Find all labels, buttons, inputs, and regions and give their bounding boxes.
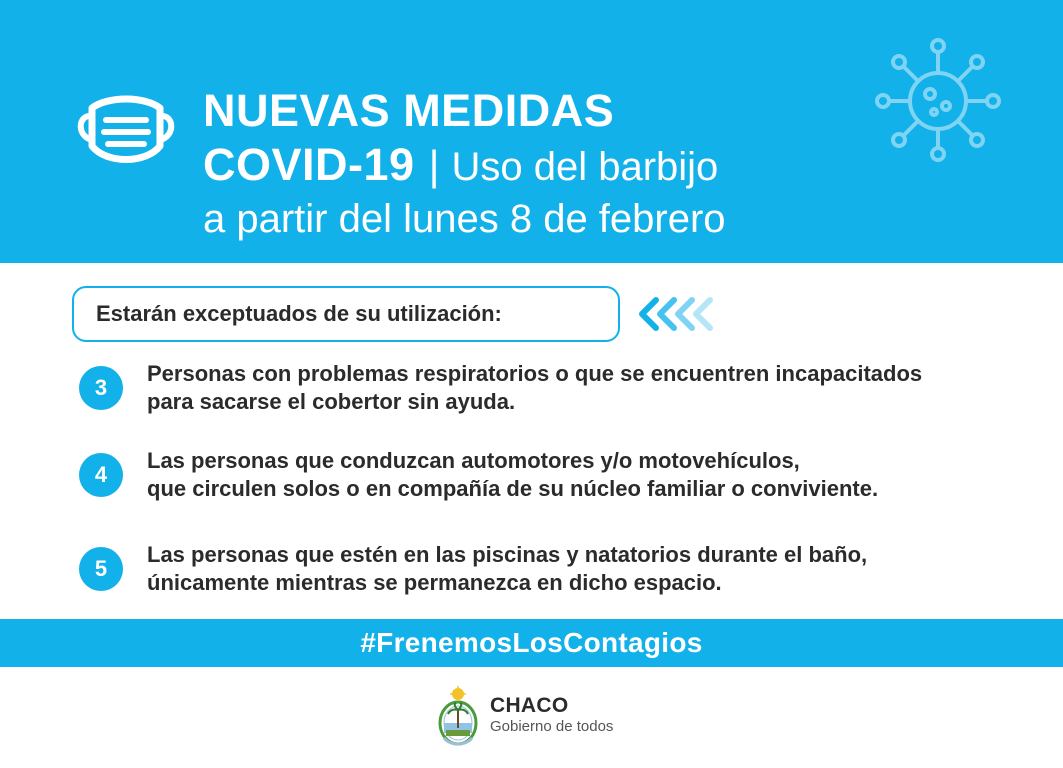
title-line-1: NUEVAS MEDIDAS bbox=[203, 85, 615, 136]
chaco-logo bbox=[436, 686, 686, 750]
logo-name: CHACO bbox=[490, 694, 569, 717]
item-text-line: Las personas que estén en las piscinas y natatorios durante el baño, bbox=[147, 542, 868, 567]
virus-icon bbox=[868, 34, 1008, 168]
item-text bbox=[147, 360, 922, 416]
exceptions-label: Estarán exceptuados de su utilización: bbox=[96, 301, 502, 326]
item-text-line: que circulen solos o en compañía de su núcleo familiar o conviviente. bbox=[147, 476, 879, 501]
logo-tagline: Gobierno de todos bbox=[490, 718, 614, 735]
chaco-seal-icon bbox=[436, 686, 480, 748]
title-date: a partir del lunes 8 de febrero bbox=[203, 197, 726, 241]
item-text-line: para sacarse el cobertor sin ayuda. bbox=[147, 389, 516, 414]
item-text-line: Personas con problemas respiratorios o que se encuentren incapacitados bbox=[147, 361, 923, 386]
item-text-line: Las personas que conduzcan automotores y/o motovehículos, bbox=[147, 448, 800, 473]
hashtag-text: #FrenemosLosContagios bbox=[360, 627, 703, 658]
title-covid: COVID-19 bbox=[203, 139, 415, 190]
exceptions-header-box bbox=[72, 286, 620, 342]
chevrons-left-icon bbox=[636, 296, 722, 332]
item-text bbox=[147, 541, 867, 597]
title-subtitle: Uso del barbijo bbox=[451, 145, 719, 189]
item-text-line: únicamente mientras se permanezca en dicho espacio. bbox=[147, 570, 722, 595]
header-banner bbox=[0, 0, 1063, 263]
item-number-badge: 4 bbox=[79, 453, 123, 497]
item-text bbox=[147, 447, 878, 503]
hashtag-banner bbox=[0, 619, 1063, 667]
item-number-badge: 3 bbox=[79, 366, 123, 410]
face-mask-icon bbox=[74, 92, 178, 172]
item-number-badge: 5 bbox=[79, 547, 123, 591]
title-separator: | bbox=[428, 142, 440, 189]
